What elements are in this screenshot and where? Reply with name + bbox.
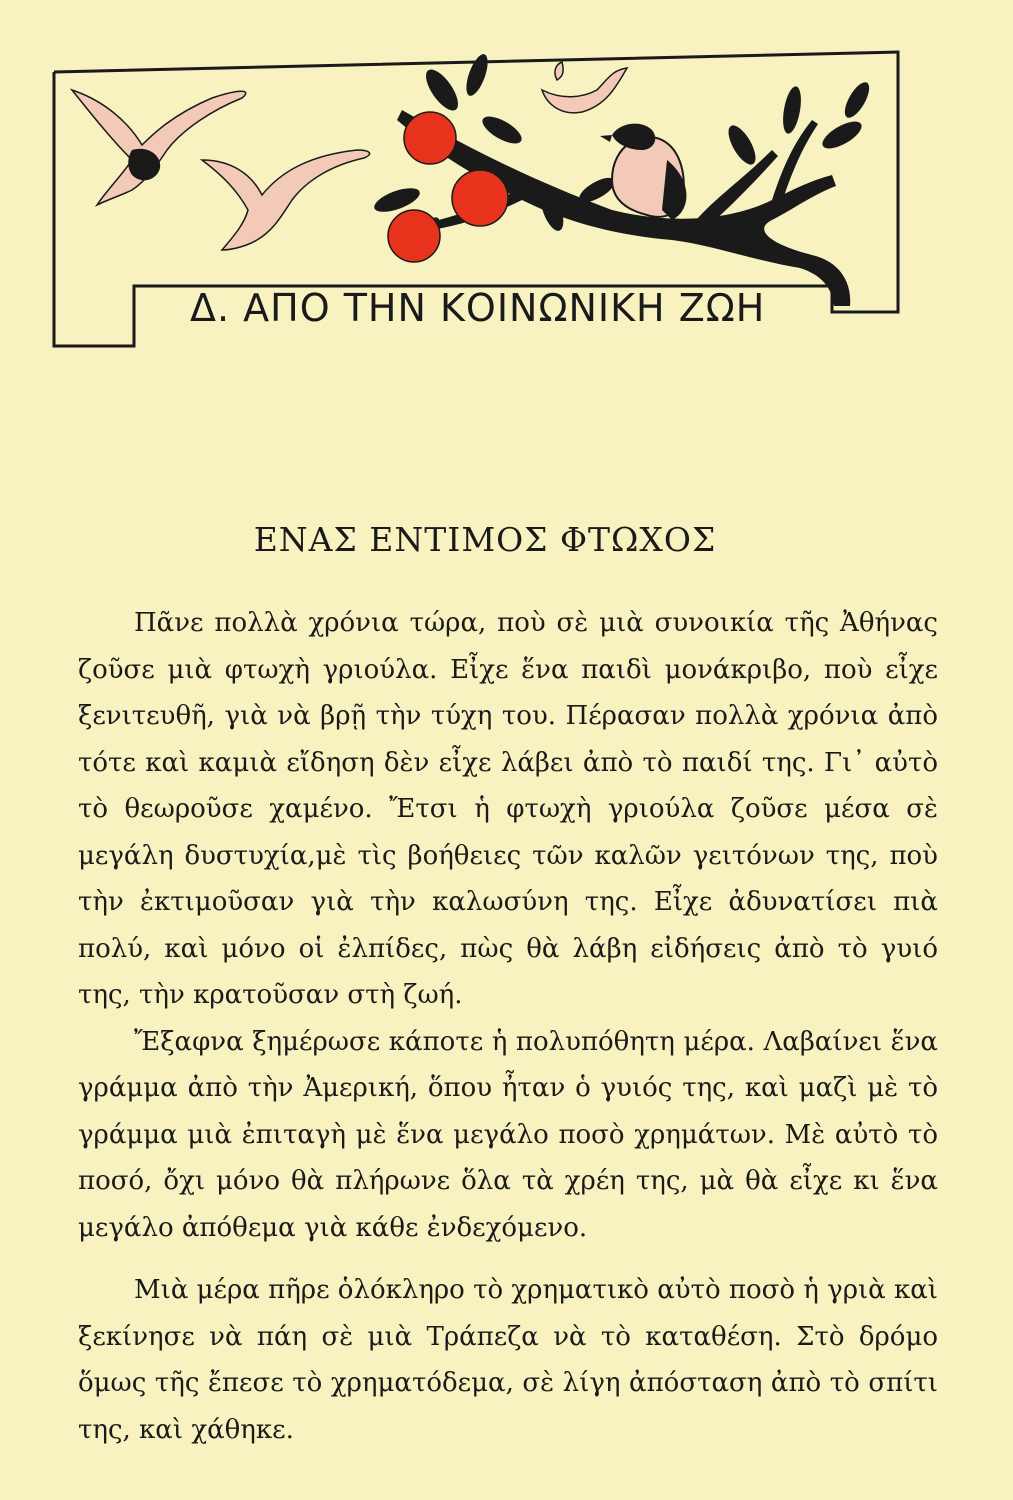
story-body [78,600,938,1453]
paragraph-1: Πᾶνε πολλὰ χρόνια τώρα, ποὺ σὲ μιὰ συνοικία τῆς Ἀθήνας ζοῦσε μιὰ φτωχὴ γριούλα. Εἶχε ἕνα παιδὶ μονάκριβο, ποὺ εἶχε ξενιτευθῆ, γιὰ νὰ βρῇ τὴν τύχη του. Πέρασαν πολλὰ χρόνια ἀπὸ τότε καὶ καμιὰ εἴδηση δὲν εἶχε λάβει ἀπὸ τὸ παιδί της. Γι᾽ αὐτὸ τὸ θεωροῦσε χαμένο. Ἔτσι ἡ φτωχὴ γριούλα ζοῦσε μέσα σὲ μεγάλη δυστυχία,μὲ τὶς βοήθειες τῶν καλῶν γειτόνων της, ποὺ τὴν ἐκτιμοῦσαν γιὰ τὴν καλωσύνη της. Εἶχε ἀδυνατίσει πιὰ πολύ, καὶ μόνο οἱ ἐλπίδες, πὼς θὰ λάβη εἰδήσεις ἀπὸ τὸ γυιό της, τὴν κρατοῦσαν στὴ ζωή. [78,608,938,1010]
pomegranate-icon [388,112,508,262]
second-swooping-bird-icon [202,150,370,250]
flying-bird-icon [542,62,627,113]
section-heading: Δ. ΑΠΟ ΤΗΝ ΚΟΙΝΩΝΙΚΗ ΖΩΗ [190,286,766,330]
paragraph-3: Μιὰ μέρα πῆρε ὁλόκληρο τὸ χρηματικὸ αὐτὸ ποσὸ ἡ γριὰ καὶ ξεκίνησε νὰ πάη σὲ μιὰ Τράπεζα νὰ τὸ καταθέση. Στὸ δρόμο ὅμως τῆς ἔπεσε τὸ χρηματόδεμα, σὲ λίγη ἀπόσταση ἀπὸ τὸ σπίτι της, καὶ χάθηκε. [78,1275,938,1445]
swooping-bird-icon [72,90,246,205]
story-title: ΕΝΑΣ ΕΝΤΙΜΟΣ ΦΤΩΧΟΣ [253,520,717,559]
paragraph-2: Ἔξαφνα ξημέρωσε κάποτε ἡ πολυπόθητη μέρα. Λαβαίνει ἕνα γράμμα ἀπὸ τὴν Ἀμερική, ὅπου ἦταν ὁ γυιός της, καὶ μαζὶ μὲ τὸ γράμμα μιὰ ἐπιταγὴ μὲ ἕνα μεγάλο ποσὸ χρημάτων. Μὲ αὐτὸ τὸ ποσό, ὄχι μόνο θὰ πλήρωνε ὅλα τὰ χρέη της, μὰ θὰ εἶχε κι ἕνα μεγάλο ἀπόθεμα γιὰ κάθε ἐνδεχόμενο. [78,1026,938,1243]
perched-bird-icon [600,124,686,220]
